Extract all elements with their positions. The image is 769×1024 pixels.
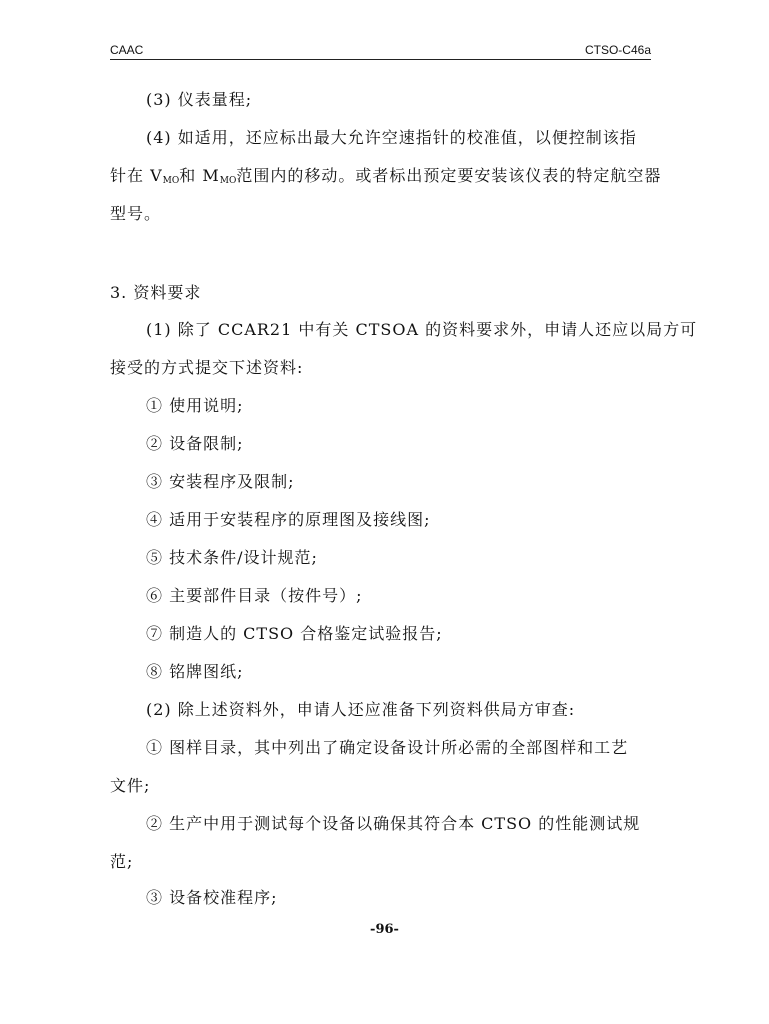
text-line: (1) 除了 CCAR21 中有关 CTSOA 的资料要求外，申请人还应以局方可 <box>146 320 698 339</box>
text-line: 接受的方式提交下述资料: <box>110 358 304 377</box>
list-item: ② 生产中用于测试每个设备以确保其符合本 CTSO 的性能测试规 <box>146 814 641 833</box>
text-line: 范; <box>110 852 134 871</box>
header-left: CAAC <box>110 43 144 57</box>
text-line <box>110 166 661 191</box>
list-item: ① 图样目录，其中列出了确定设备设计所必需的全部图样和工艺 <box>146 738 629 757</box>
text-segment: 和 M <box>179 166 220 185</box>
text-segment: 针在 V <box>110 166 163 185</box>
text-line: (3) 仪表量程; <box>146 90 253 109</box>
list-item: ② 设备限制; <box>146 434 244 453</box>
text-line: 文件; <box>110 776 151 795</box>
subscript: MO <box>162 176 180 186</box>
text-line: 型号。 <box>110 204 162 223</box>
subscript: MO <box>219 176 237 186</box>
list-item: ⑧ 铭牌图纸; <box>146 662 244 681</box>
text-line: (2) 除上述资料外，申请人还应准备下列资料供局方审查: <box>146 700 576 719</box>
header-right: CTSO-C46a <box>584 43 651 57</box>
section-heading: 3. 资料要求 <box>110 283 202 302</box>
list-item: ⑤ 技术条件/设计规范; <box>146 548 318 567</box>
list-item: ① 使用说明; <box>146 396 244 415</box>
text-segment: 范围内的移动。或者标出预定要安装该仪表的特定航空器 <box>236 166 662 185</box>
list-item: ④ 适用于安装程序的原理图及接线图; <box>146 510 431 529</box>
list-item: ③ 安装程序及限制; <box>146 472 295 491</box>
list-item: ③ 设备校准程序; <box>146 888 278 907</box>
list-item: ⑥ 主要部件目录（按件号）; <box>146 586 363 605</box>
list-item: ⑦ 制造人的 CTSO 合格鉴定试验报告; <box>146 624 443 643</box>
page-number: -96- <box>370 922 399 937</box>
page-header <box>110 40 651 60</box>
text-line: (4) 如适用，还应标出最大允许空速指针的校准值，以便控制该指 <box>146 128 637 147</box>
